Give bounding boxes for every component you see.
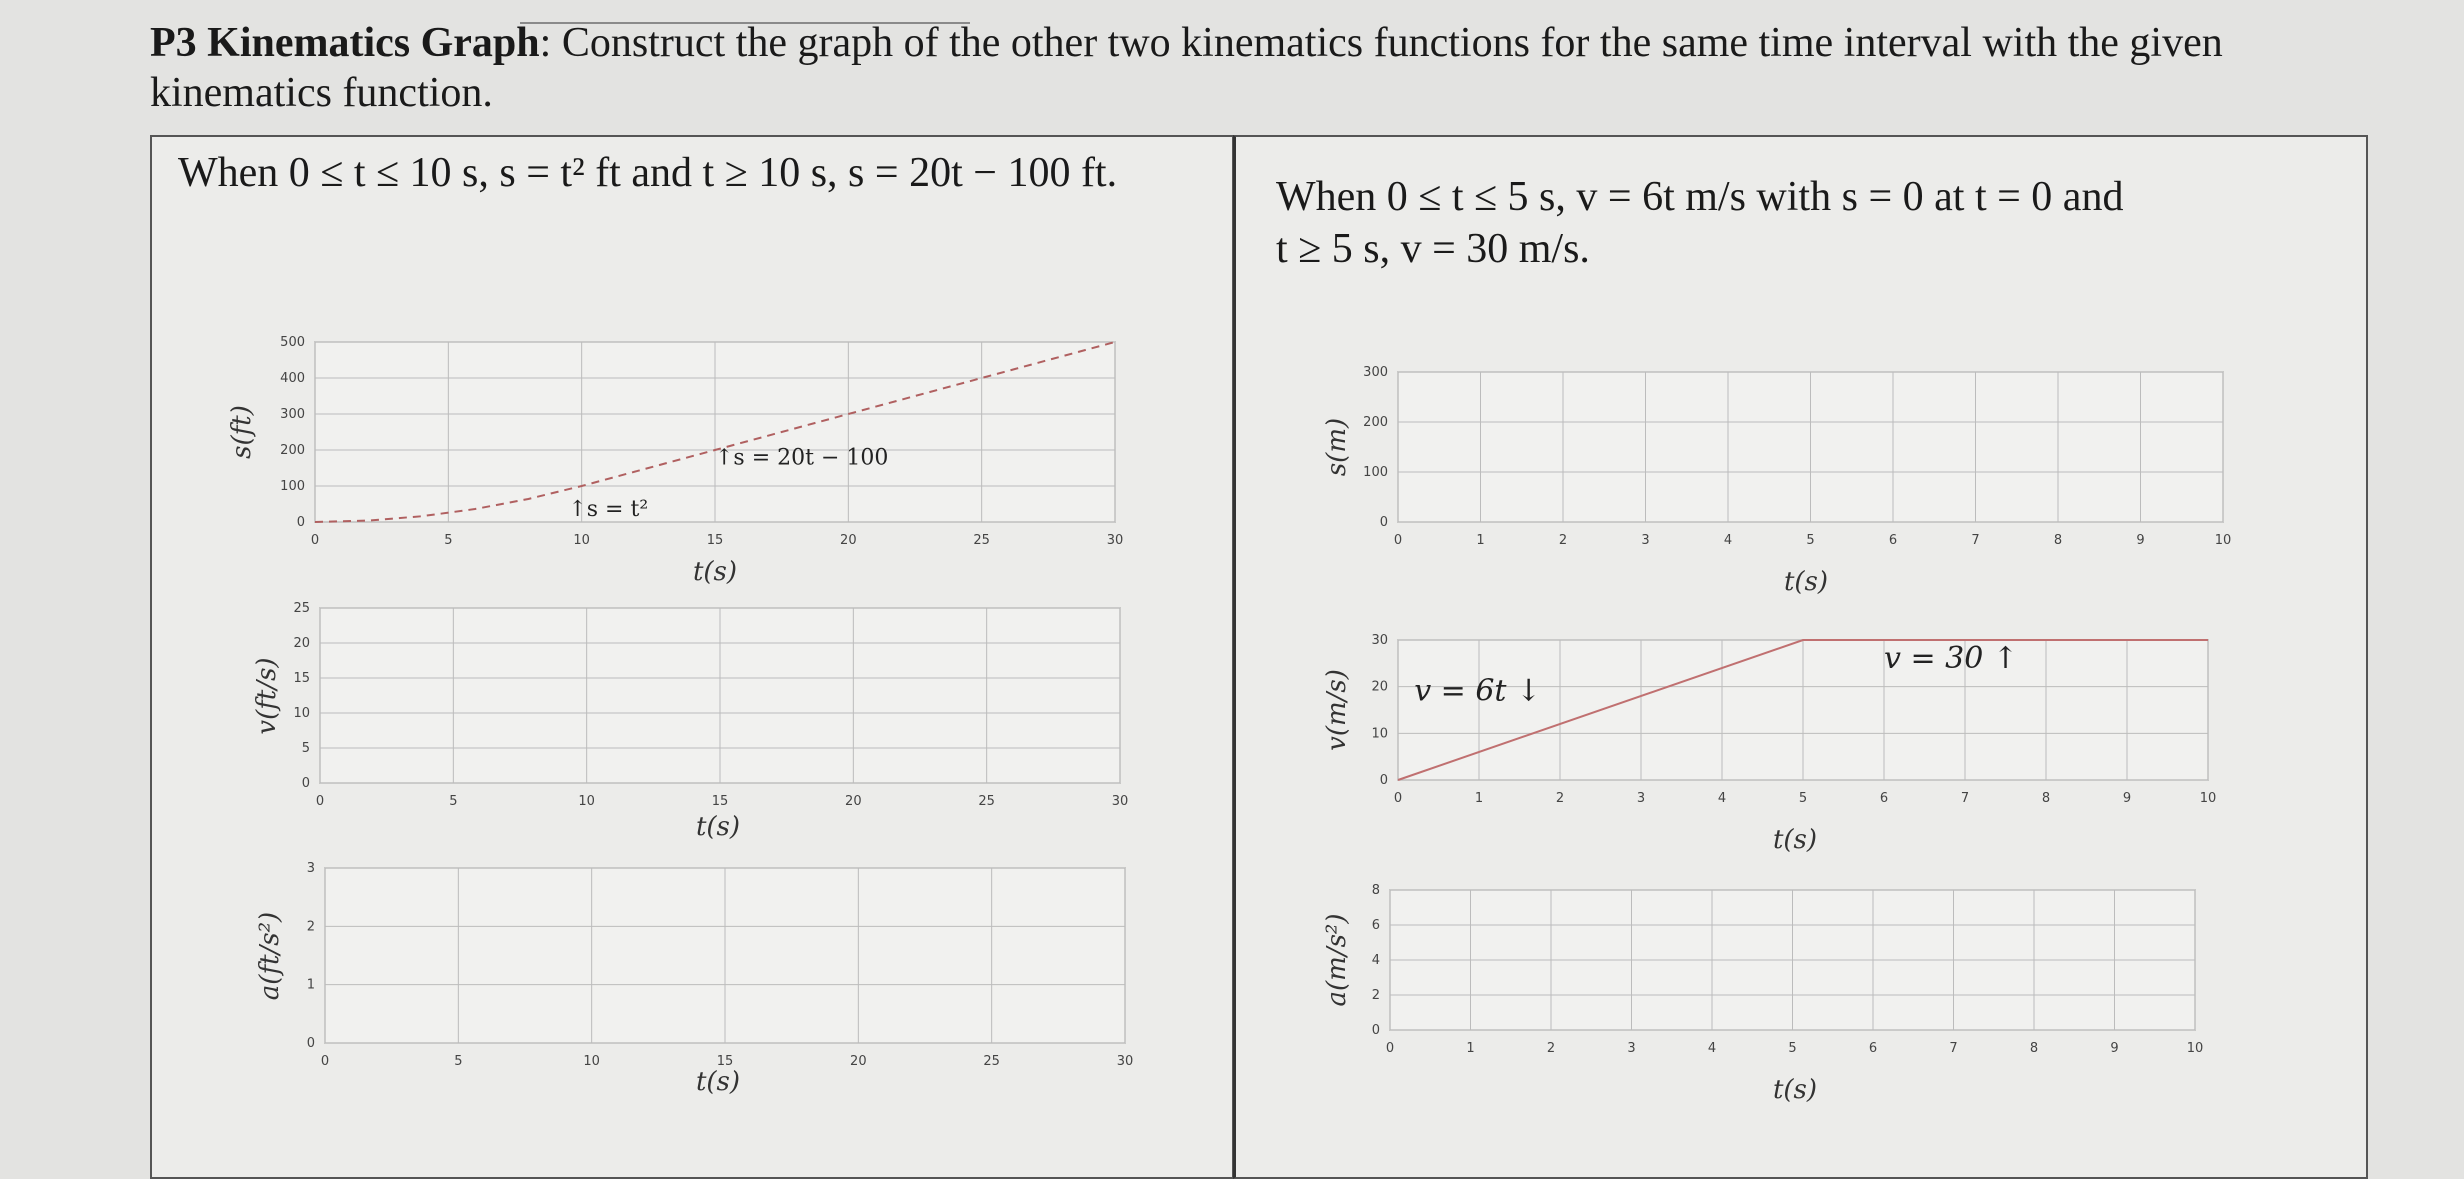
right-s-ytick-label: 200: [1363, 415, 1388, 430]
right-s-xtick-label: 4: [1724, 533, 1732, 548]
left-v-xtick-label: 0: [316, 794, 324, 809]
left-v-xtick-label: 25: [978, 794, 995, 809]
right-v-xtick-label: 0: [1394, 791, 1402, 806]
left-v-ytick-label: 0: [302, 776, 310, 791]
right-s-xtick-label: 0: [1394, 533, 1402, 548]
left-s-xlabel: t(s): [693, 557, 737, 587]
left-a-ylabel: a(ft/s²): [255, 912, 285, 1000]
left-s-ylabel: s(ft): [227, 405, 257, 459]
left-s-ytick-label: 100: [280, 479, 305, 494]
right-a-xtick-label: 1: [1466, 1041, 1474, 1056]
right-v-xtick-label: 1: [1475, 791, 1483, 806]
left-a-xtick-label: 0: [321, 1054, 329, 1069]
right-s-xtick-label: 10: [2215, 533, 2232, 548]
left-a-xlabel: t(s): [696, 1067, 740, 1097]
right-a-xtick-label: 4: [1708, 1041, 1716, 1056]
right-s-xtick-label: 2: [1559, 533, 1567, 548]
left-s-ytick-label: 0: [297, 515, 305, 530]
title-text: : Construct the graph of the other two kinematics functions for the same time interval with the given kinematics function.: [150, 20, 2223, 116]
left-a-xtick-label: 30: [1117, 1054, 1134, 1069]
left-s-xtick-label: 20: [840, 533, 857, 548]
left-a-xtick-label: 20: [850, 1054, 867, 1069]
left-s-xtick-label: 30: [1107, 533, 1124, 548]
left-v-ylabel: v(ft/s): [252, 657, 282, 734]
left-v-xtick-label: 30: [1112, 794, 1129, 809]
left-v-xtick-label: 5: [449, 794, 457, 809]
right-a-xtick-label: 7: [1949, 1041, 1957, 1056]
left-a-ytick-label: 0: [307, 1036, 315, 1051]
right-a-ytick-label: 0: [1372, 1023, 1380, 1038]
annot-v-30: v = 30 ↑: [1884, 641, 2018, 676]
right-v-xtick-label: 10: [2200, 791, 2217, 806]
left-problem-text: When 0 ≤ t ≤ 10 s, s = t² ft and t ≥ 10 s, s = 20t − 100 ft.: [178, 147, 1198, 199]
right-v-xtick-label: 9: [2123, 791, 2131, 806]
left-a-ytick-label: 1: [307, 978, 315, 993]
left-a-xtick-label: 25: [983, 1054, 1000, 1069]
left-s-ytick-label: 500: [280, 335, 305, 350]
left-v-ytick-label: 15: [293, 671, 310, 686]
left-a-xtick-label: 5: [454, 1054, 462, 1069]
left-v-ytick-label: 25: [293, 601, 310, 616]
right-v-ylabel: v(m/s): [1322, 669, 1352, 751]
left-s-xtick-label: 5: [444, 533, 452, 548]
right-a-xtick-label: 3: [1627, 1041, 1635, 1056]
right-a-xtick-label: 0: [1386, 1041, 1394, 1056]
left-s-xtick-label: 10: [573, 533, 590, 548]
right-v-ytick-label: 30: [1371, 633, 1388, 648]
right-a-xtick-label: 5: [1788, 1041, 1796, 1056]
right-a-ytick-label: 2: [1372, 988, 1380, 1003]
right-v-xtick-label: 3: [1637, 791, 1645, 806]
left-s-ytick-label: 200: [280, 443, 305, 458]
right-s-xlabel: t(s): [1784, 567, 1828, 597]
right-a-xlabel: t(s): [1773, 1075, 1817, 1105]
right-problem-line1: When 0 ≤ t ≤ 5 s, v = 6t m/s with s = 0 at t = 0 and: [1276, 171, 2356, 223]
left-a-ytick-label: 3: [307, 861, 315, 876]
right-a-xtick-label: 6: [1869, 1041, 1877, 1056]
right-a-ytick-label: 8: [1372, 883, 1380, 898]
right-v-xlabel: t(s): [1773, 825, 1817, 855]
right-s-xtick-label: 8: [2054, 533, 2062, 548]
right-a-xtick-label: 8: [2030, 1041, 2038, 1056]
annot-s-linear: ↑s = 20t − 100: [715, 445, 888, 470]
right-s-xtick-label: 7: [1971, 533, 1979, 548]
right-a-xtick-label: 10: [2187, 1041, 2204, 1056]
right-s-ytick-label: 300: [1363, 365, 1388, 380]
right-problem-line2: t ≥ 5 s, v = 30 m/s.: [1276, 223, 2356, 275]
left-v-ytick-label: 5: [302, 741, 310, 756]
left-a-ytick-label: 2: [307, 919, 315, 934]
right-s-xtick-label: 3: [1641, 533, 1649, 548]
right-v-xtick-label: 8: [2042, 791, 2050, 806]
left-s-xtick-label: 0: [311, 533, 319, 548]
right-s-ytick-label: 0: [1380, 515, 1388, 530]
left-s-ytick-label: 300: [280, 407, 305, 422]
title-bold: P3 Kinematics Graph: [150, 20, 540, 66]
right-s-ylabel: s(m): [1322, 418, 1352, 476]
left-v-xtick-label: 15: [712, 794, 729, 809]
left-s-xtick-label: 15: [707, 533, 724, 548]
left-v-ytick-label: 10: [293, 706, 310, 721]
right-v-xtick-label: 2: [1556, 791, 1564, 806]
right-s-ytick-label: 100: [1363, 465, 1388, 480]
left-v-ytick-label: 20: [293, 636, 310, 651]
left-v-xtick-label: 10: [578, 794, 595, 809]
right-v-xtick-label: 5: [1799, 791, 1807, 806]
annot-s-t2: ↑s = t²: [568, 497, 648, 522]
right-v-ytick-label: 20: [1371, 680, 1388, 695]
left-v-xtick-label: 20: [845, 794, 862, 809]
right-s-xtick-label: 5: [1806, 533, 1814, 548]
right-a-ytick-label: 4: [1372, 953, 1380, 968]
right-v-xtick-label: 4: [1718, 791, 1726, 806]
left-s-ytick-label: 400: [280, 371, 305, 386]
right-v-xtick-label: 6: [1880, 791, 1888, 806]
right-v-xtick-label: 7: [1961, 791, 1969, 806]
left-v-xlabel: t(s): [696, 812, 740, 842]
right-v-ytick-label: 10: [1371, 726, 1388, 741]
left-s-xtick-label: 25: [973, 533, 990, 548]
right-v-ytick-label: 0: [1380, 773, 1388, 788]
right-a-ylabel: a(m/s²): [1322, 914, 1352, 1007]
left-a-xtick-label: 15: [717, 1054, 734, 1069]
left-a-xtick-label: 10: [583, 1054, 600, 1069]
right-s-xtick-label: 9: [2136, 533, 2144, 548]
right-s-xtick-label: 6: [1889, 533, 1897, 548]
right-a-ytick-label: 6: [1372, 918, 1380, 933]
right-s-xtick-label: 1: [1476, 533, 1484, 548]
right-a-xtick-label: 2: [1547, 1041, 1555, 1056]
right-a-xtick-label: 9: [2110, 1041, 2118, 1056]
annot-v-6t: v = 6t ↓: [1414, 674, 1541, 709]
